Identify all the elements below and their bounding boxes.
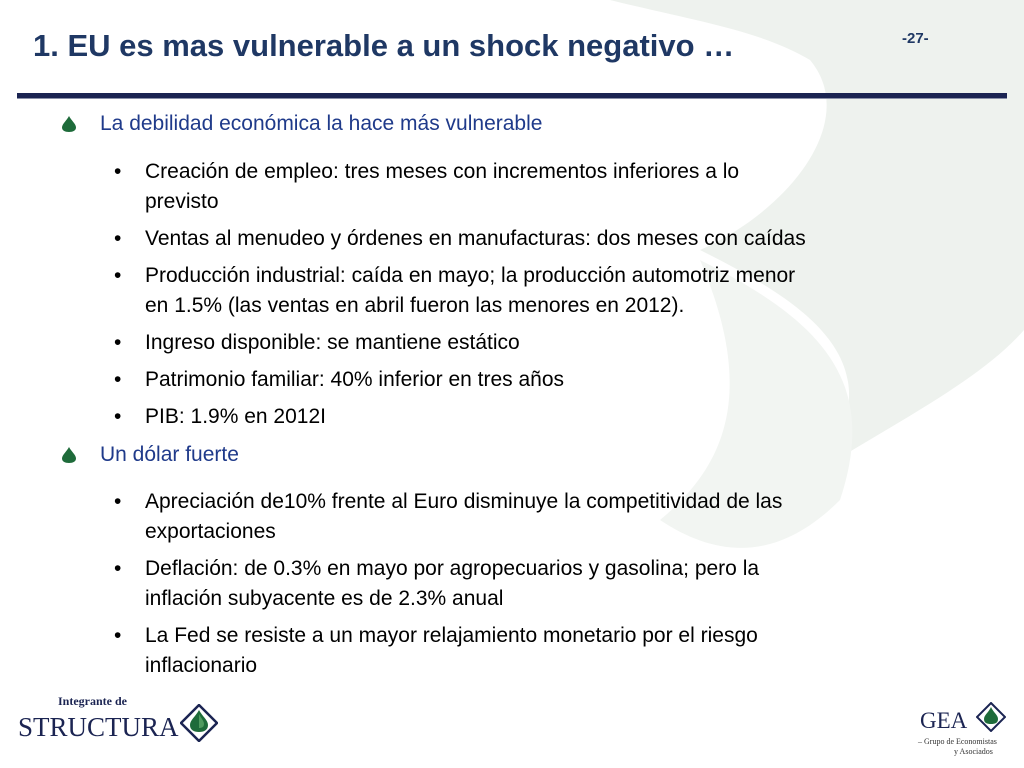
list-item-line: en 1.5% (las ventas en abril fueron las menores en 2012). [145,294,685,317]
bullet-dot: • [114,368,122,391]
section-heading-1 [61,112,542,136]
list-item-line: Apreciación de10% frente al Euro disminuye la competitividad de las [145,490,783,513]
bullet-dot: • [114,160,122,183]
list-item-text: Ventas al menudeo y órdenes en manufacturas: dos meses con caídas [145,227,806,250]
bullet-dot: • [114,624,122,647]
section-heading-2 [61,443,239,467]
structura-diamond-icon [180,704,218,742]
list-item-text [145,487,942,547]
list-item [112,487,942,547]
bullet-dot: • [114,331,122,354]
list-item-text [145,261,942,321]
slide-title: 1. EU es mas vulnerable a un shock negativo … [33,28,735,63]
list-item [112,621,942,681]
section-heading-text: La debilidad económica la hace más vulnerable [100,112,543,135]
gea-subtitle-1: – Grupo de Economistas [918,737,997,746]
list-item-line: Producción industrial: caída en mayo; la producción automotriz menor [145,264,796,287]
page-number: -27- [902,30,929,47]
list-item-text [145,621,942,681]
list-item [112,365,942,395]
list-item [112,224,942,254]
structura-logo [18,694,223,746]
section-heading-text: Un dólar fuerte [100,443,239,466]
list-item-line: Creación de empleo: tres meses con incrementos inferiores a lo [145,160,740,183]
gea-diamond-icon [976,702,1006,732]
list-item [112,554,942,614]
gea-name: GEA [920,708,968,733]
structura-name: STRUCTURA [18,712,179,742]
list-item-line: previsto [145,190,219,213]
green-drop-icon [61,446,77,464]
list-item-text [145,157,942,217]
list-item-line: La Fed se resiste a un mayor relajamiento monetario por el riesgo [145,624,758,647]
list-item-text [145,554,942,614]
list-item [112,261,942,321]
list-item-line: inflacionario [145,654,258,677]
bullet-dot: • [114,227,122,250]
bullet-dot: • [114,264,122,287]
list-item [112,157,942,217]
gea-logo [914,702,1014,762]
green-drop-icon [61,115,77,133]
list-item [112,402,942,432]
bullet-dot: • [114,557,122,580]
title-divider-shadow [17,98,1007,99]
list-item-text: Patrimonio familiar: 40% inferior en tres años [145,368,565,391]
list-item-line: exportaciones [145,520,276,543]
bullet-dot: • [114,405,122,428]
list-item-text: Ingreso disponible: se mantiene estático [145,331,520,354]
list-item-text: PIB: 1.9% en 2012I [145,405,326,428]
list-item-line: Deflación: de 0.3% en mayo por agropecuarios y gasolina; pero la [145,557,760,580]
gea-subtitle-2: y Asociados [954,747,993,756]
bullet-dot: • [114,490,122,513]
structura-tagline: Integrante de [58,694,127,708]
list-item-line: inflación subyacente es de 2.3% anual [145,587,504,610]
list-item [112,328,942,358]
